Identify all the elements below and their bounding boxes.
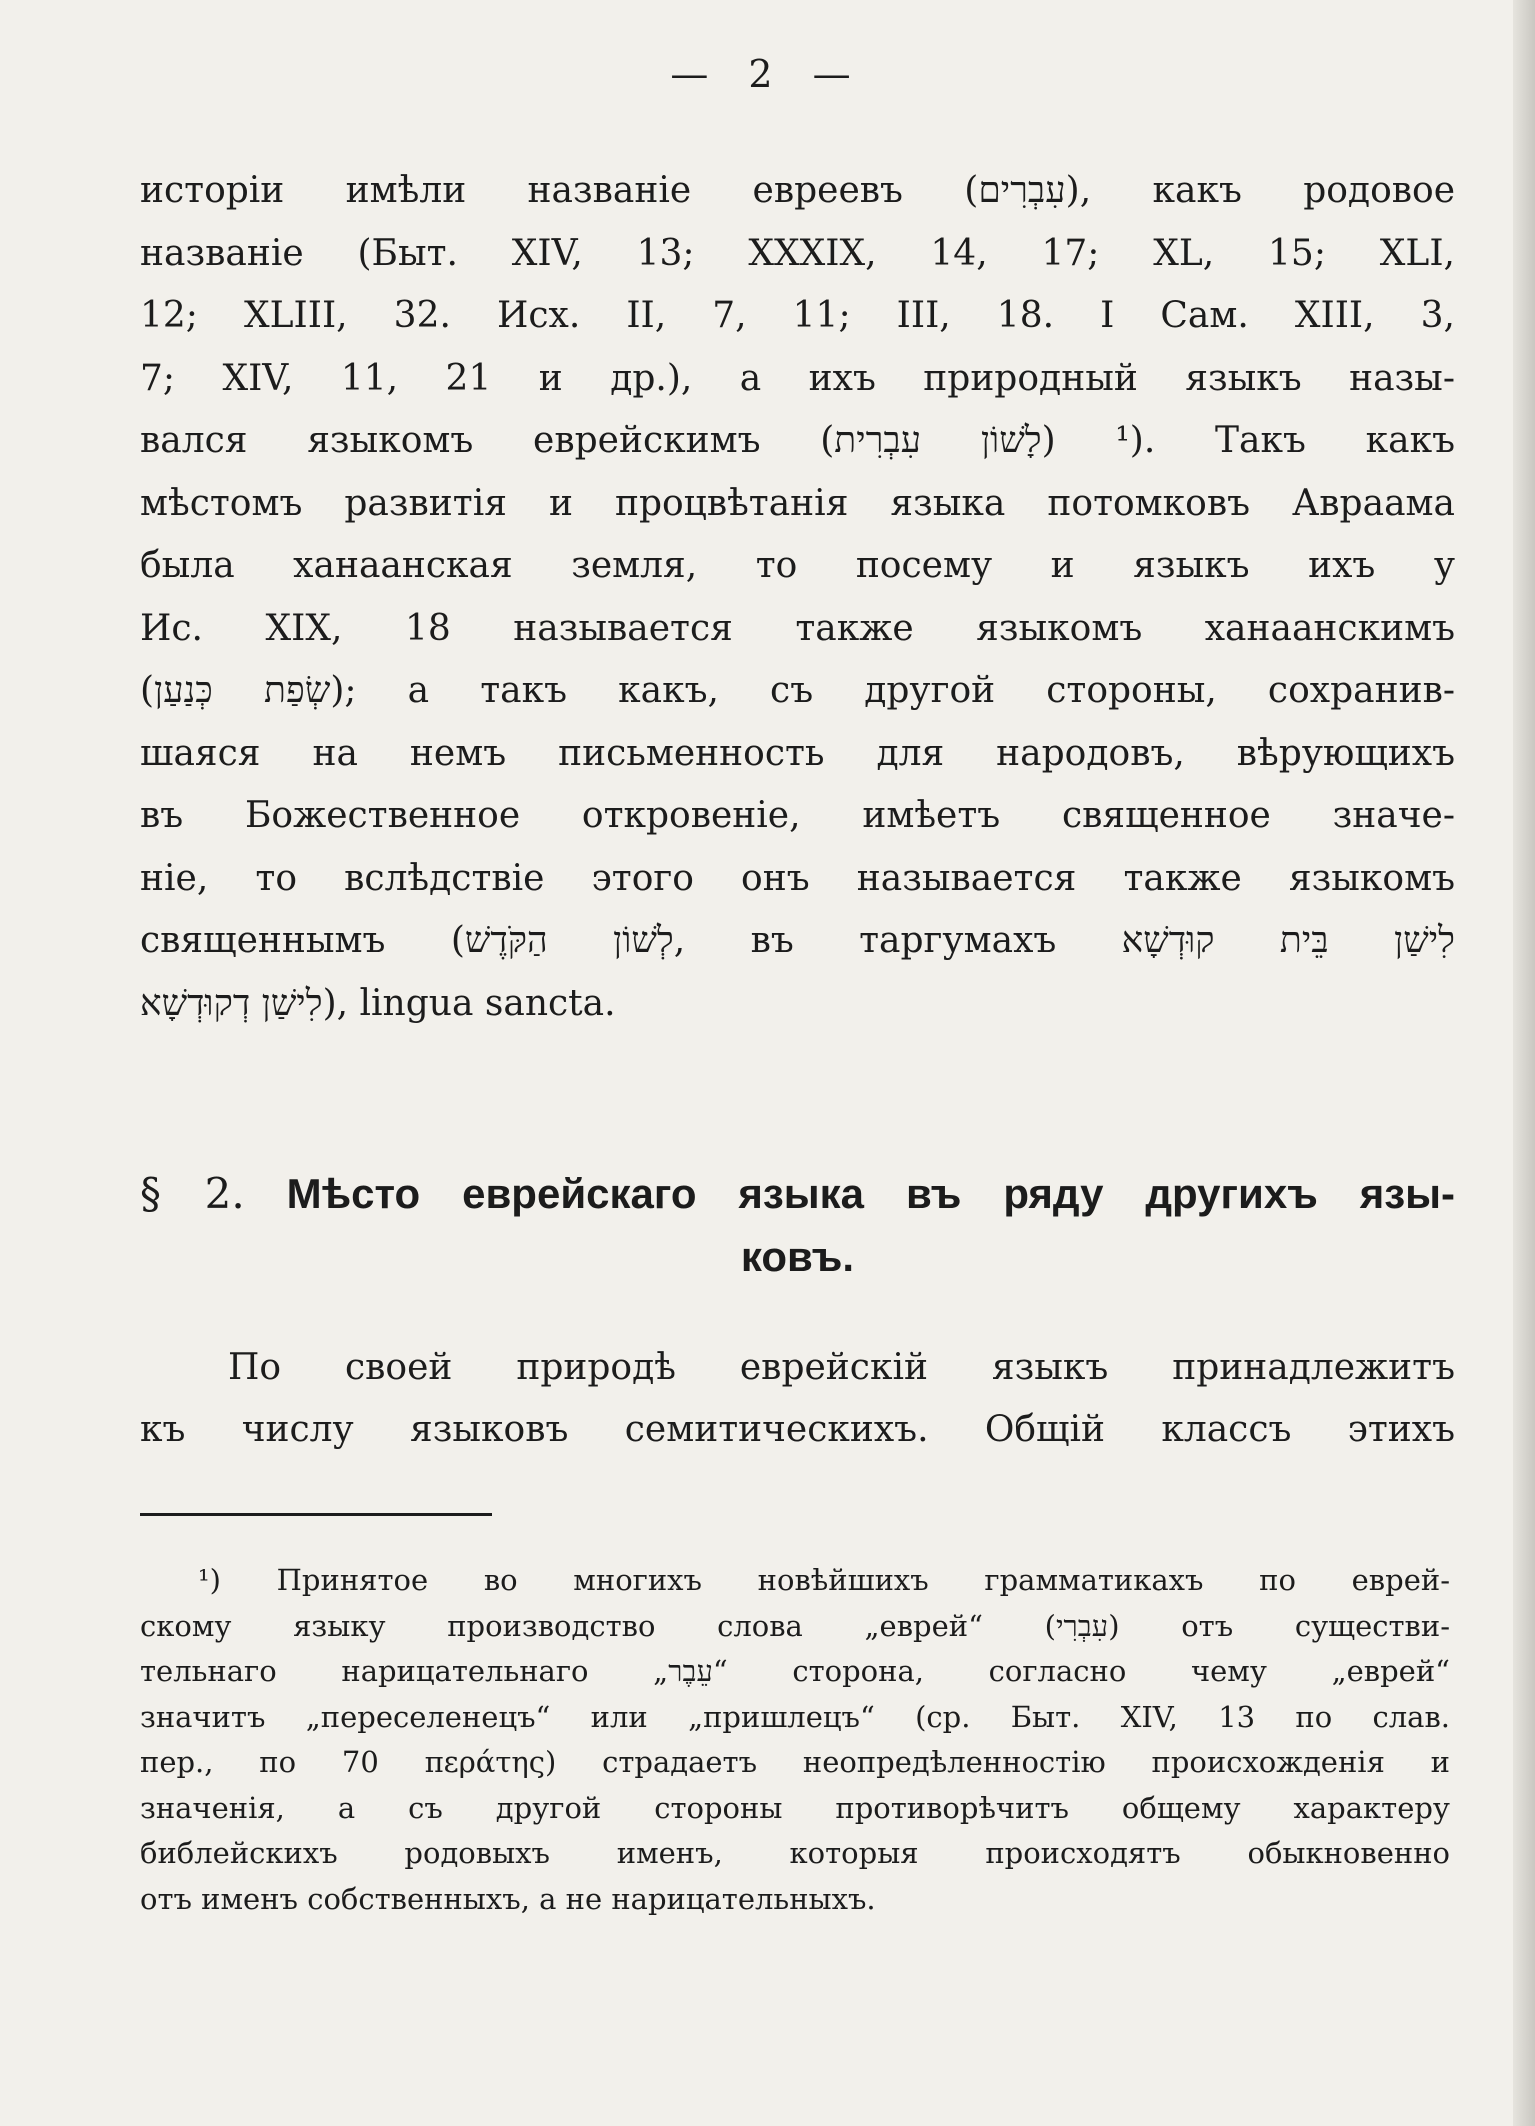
footnote-line: значитъ „переселенецъ“ или „пришлецъ“ (ср. Быт. XIV, 13 по слав. — [140, 1699, 1450, 1734]
footnote-divider — [140, 1513, 492, 1516]
text-line: לִישַׁן דְקוּדְשָׁא), lingua sancta. — [140, 982, 616, 1024]
footnote-line: ¹) Принятое во многихъ новѣйшихъ грамматикахъ по еврей- — [198, 1563, 1450, 1597]
text-line: По своей природѣ еврейскій языкъ принадлежитъ — [228, 1347, 1455, 1388]
text-line: къ числу языковъ семитическихъ. Общій классъ этихъ — [140, 1409, 1455, 1450]
section-heading — [140, 1162, 1455, 1288]
page-edge-shadow — [1513, 0, 1535, 2126]
footnote-line: скому языку производство слова „еврей“ (עִבְרִי) отъ существи- — [140, 1608, 1450, 1643]
footnote-line: значенія, а съ другой стороны противорѣчитъ общему характеру — [140, 1790, 1450, 1825]
text-line: была ханаанская земля, то посему и языкъ ихъ у — [140, 545, 1455, 586]
text-line: священнымъ (לְשׁוֹן הַקֹּדֶשׁ, въ таргумахъ לִישַׁן בֵּית קוּדְשָׁא — [140, 920, 1455, 961]
text-line: Ис. XIX, 18 называется также языкомъ ханаанскимъ — [140, 607, 1455, 649]
footnote-line: пер., по 70 περάτης) страдаетъ неопредѣленностію происхожденія и — [140, 1745, 1450, 1779]
text-line: въ Божественное откровеніе, имѣетъ священное значе- — [140, 795, 1455, 836]
text-line: ніе, то вслѣдствіе этого онъ называется также языкомъ — [140, 857, 1455, 899]
heading-title: Мѣсто еврейскаго языка въ ряду другихъ язы- — [286, 1170, 1455, 1217]
section-number: § 2. — [140, 1169, 245, 1218]
footnote-line: тельнаго нарицательнаго „עֵבֶר“ сторона, согласно чему „еврей“ — [140, 1654, 1450, 1688]
footnote-line: отъ именъ собственныхъ, а не нарицательныхъ. — [140, 1881, 876, 1916]
text-line: 7; XIV, 11, 21 и др.), а ихъ природный языкъ назы- — [140, 357, 1455, 399]
page-number: — 2 — — [670, 52, 865, 96]
heading-line-2: ковъ. — [740, 1233, 855, 1280]
text-line: шаяся на немъ письменность для народовъ, вѣрующихъ — [140, 732, 1455, 774]
footnote-line: библейскихъ родовыхъ именъ, которыя происходятъ обыкновенно — [140, 1836, 1450, 1870]
text-line: (שְׂפַת כְּנַעַן); а такъ какъ, съ другой стороны, сохранив- — [140, 670, 1455, 711]
paragraph-2 — [140, 1337, 1455, 1461]
paragraph-1 — [140, 160, 1455, 1035]
text-line: 12; XLIII, 32. Исх. II, 7, 11; III, 18. I Сам. XIII, 3, — [140, 295, 1455, 336]
text-line: вался языкомъ еврейскимъ (לָשׁוֹן עִבְרִית) ¹). Такъ какъ — [140, 420, 1455, 461]
text-line: названіе (Быт. XIV, 13; XXXIX, 14, 17; XL, 15; XLI, — [140, 232, 1455, 274]
text-line: мѣстомъ развитія и процвѣтанія языка потомковъ Авраама — [140, 482, 1455, 524]
text-line: исторіи имѣли названіе евреевъ (עִבְרִים), какъ родовое — [140, 170, 1455, 211]
footnote — [140, 1558, 1450, 1922]
heading-line-1 — [140, 1162, 1455, 1225]
